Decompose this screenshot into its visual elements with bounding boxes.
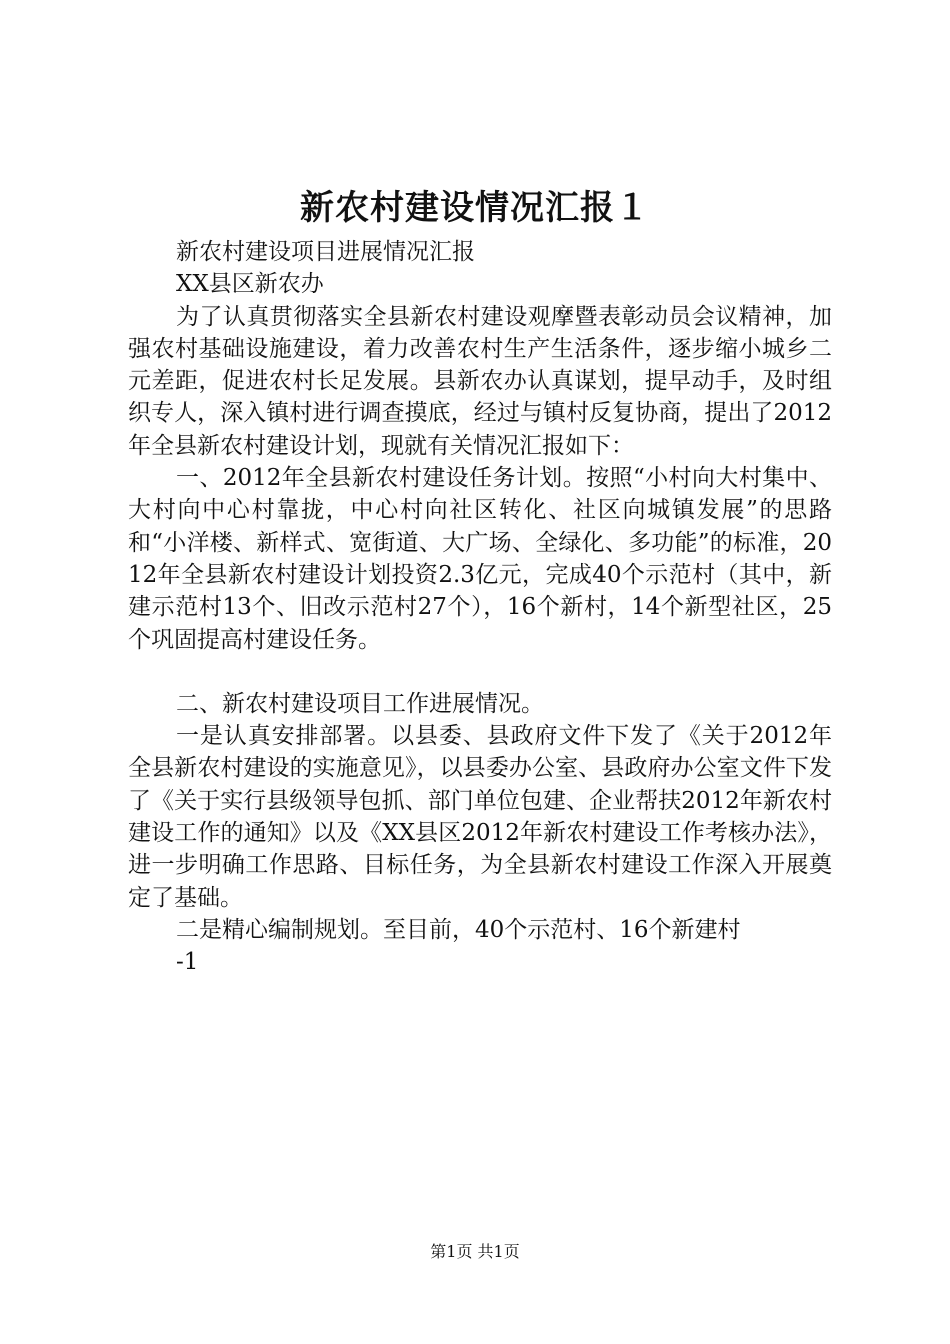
item-one-paragraph: 一是认真安排部署。以县委、县政府文件下发了《关于2012年全县新农村建设的实施意见》，以县委办公室、县政府办公室文件下发了《关于实行县级领导包抓、部门单位包建、企业帮扶2012年新农村建设工作的通知》以及《XX县区2012年新农村建设工作考核办法》，进一步明确工作思路、目标任务，为全县新农村建设工作深入开展奠定了基础。	[128, 723, 832, 911]
document-body	[128, 236, 832, 979]
page-marker: -1	[176, 949, 199, 976]
item-two-paragraph: 二是精心编制规划。至目前，40个示范村、16个新建村	[176, 916, 741, 943]
section-two-heading: 二、新农村建设项目工作进展情况。	[176, 690, 544, 717]
section-one-paragraph: 一、2012年全县新农村建设任务计划。按照“小村向大村集中、大村向中心村靠拢，中心村向社区转化、社区向城镇发展”的思路和“小洋楼、新样式、宽街道、大广场、全绿化、多功能”的标准，2012年全县新农村建设计划投资2.3亿元，完成40个示范村（其中，新建示范村13个、旧改示范村27个），16个新村，14个新型社区，25个巩固提高村建设任务。	[128, 465, 832, 653]
page-footer: 第1页 共1页	[430, 1242, 520, 1261]
intro-paragraph: 为了认真贯彻落实全县新农村建设观摩暨表彰动员会议精神，加强农村基础设施建设，着力改善农村生产生活条件，逐步缩小城乡二元差距，促进农村长足发展。县新农办认真谋划，提早动手，及时组织专人，深入镇村进行调查摸底，经过与镇村反复协商，提出了2012年全县新农村建设计划，现就有关情况汇报如下：	[128, 303, 832, 459]
issuer-paragraph: XX县区新农办	[176, 271, 324, 298]
subtitle-paragraph: 新农村建设项目进展情况汇报	[176, 239, 475, 265]
document-title: 新农村建设情况汇报１	[300, 188, 650, 228]
